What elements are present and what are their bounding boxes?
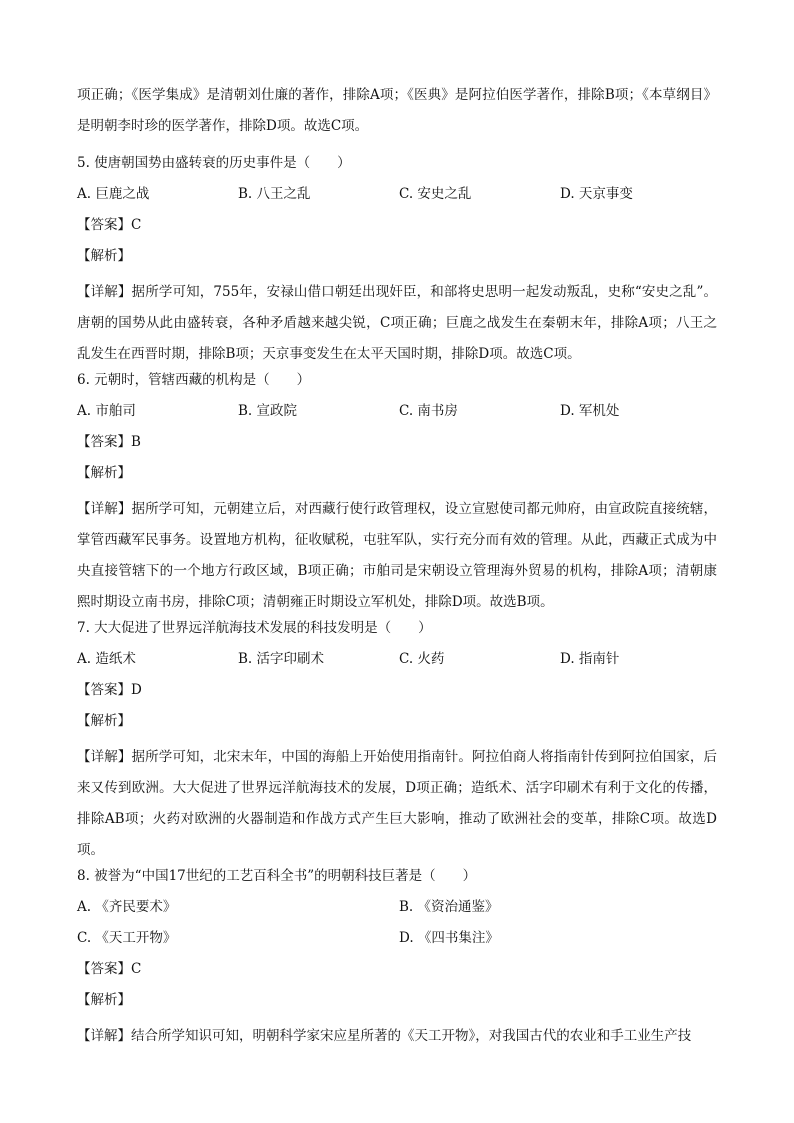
question-stem: 7. 大大促进了世界远洋航海技术发展的科技发明是（ ） (77, 620, 432, 636)
option-a: A. 巨鹿之战 (77, 186, 150, 202)
option-c: C. 安史之乱 (399, 186, 472, 202)
option-b: B. 《资治通鉴》 (399, 899, 499, 915)
document-content (77, 80, 717, 1052)
question-options (77, 649, 717, 669)
option-c: C. 火药 (399, 651, 445, 667)
question-7 (77, 618, 717, 866)
question-stem: 6. 元朝时，管辖西藏的机构是（ ） (77, 372, 311, 388)
question-stem: 8. 被誉为“中国17世纪的工艺百科全书”的明朝科技巨著是（ ） (77, 868, 477, 884)
explanation: 【详解】据所学可知，元朝建立后，对西藏行使行政管理权，设立宣慰使司都元帅府，由宣政院直接统辖，掌管西藏军民事务。设置地方机构，征收赋税，屯驻军队，实行充分而有效的管理。从此，西藏正式成为中央直接管辖下的一个地方行政区域，B项正确；市舶司是宋朝设立管理海外贸易的机构，排除A项；清朝康熙时期设立南书房，排除C项；清朝雍正时期设立军机处，排除D项。故选B项。 (77, 501, 717, 610)
answer-label: 【答案】B (77, 434, 141, 450)
explanation: 【详解】据所学可知，北宋末年，中国的海船上开始使用指南针。阿拉伯商人将指南针传到阿拉伯国家，后来又传到欧洲。大大促进了世界远洋航海技术的发展，D项正确；造纸术、活字印刷术有利于文化的传播，排除AB项；火药对欧洲的火器制造和作战方式产生巨大影响，推动了欧洲社会的变革，排除C项。故选D项。 (77, 749, 717, 858)
question-options (77, 184, 717, 204)
option-c: C. 南书房 (399, 403, 458, 419)
analysis-label: 【解析】 (77, 992, 131, 1008)
answer-label: 【答案】C (77, 961, 142, 977)
question-6 (77, 370, 717, 618)
option-a: A. 造纸术 (77, 651, 136, 667)
analysis-label: 【解析】 (77, 248, 131, 264)
option-d: D. 军机处 (560, 403, 620, 419)
question-5 (77, 153, 717, 370)
analysis-label: 【解析】 (77, 465, 131, 481)
explanation: 【详解】据所学可知，755年，安禄山借口朝廷出现奸臣，和部将史思明一起发动叛乱，史称“安史之乱”。唐朝的国势从此由盛转衰，各种矛盾越来越尖锐，C项正确；巨鹿之战发生在秦朝末年，排除A项；八王之乱发生在西晋时期，排除B项；天京事变发生在太平天国时期，排除D项。故选C项。 (77, 284, 717, 362)
option-b: B. 活字印刷术 (238, 651, 325, 667)
option-d: D. 《四书集注》 (399, 930, 499, 946)
option-d: D. 指南针 (560, 651, 620, 667)
option-d: D. 天京事变 (560, 186, 633, 202)
option-c: C. 《天工开物》 (77, 930, 177, 946)
option-a: A. 市舶司 (77, 403, 136, 419)
explanation: 【详解】结合所学知识可知，明朝科学家宋应星所著的《天工开物》，对我国古代的农业和手工业生产技 (77, 1028, 692, 1044)
analysis-label: 【解析】 (77, 713, 131, 729)
answer-label: 【答案】D (77, 682, 142, 698)
option-a: A. 《齐民要术》 (77, 899, 177, 915)
option-b: B. 宣政院 (238, 403, 298, 419)
question-8 (77, 866, 717, 1052)
previous-explanation-tail: 项正确；《医学集成》是清朝刘仕廉的著作，排除A项；《医典》是阿拉伯医学著作，排除B项；《本草纲目》是明朝李时珍的医学著作，排除D项。故选C项。 (77, 87, 717, 134)
question-options (77, 401, 717, 421)
answer-label: 【答案】C (77, 217, 142, 233)
question-options (77, 897, 717, 948)
question-stem: 5. 使唐朝国势由盛转衰的历史事件是（ ） (77, 155, 351, 171)
option-b: B. 八王之乱 (238, 186, 311, 202)
